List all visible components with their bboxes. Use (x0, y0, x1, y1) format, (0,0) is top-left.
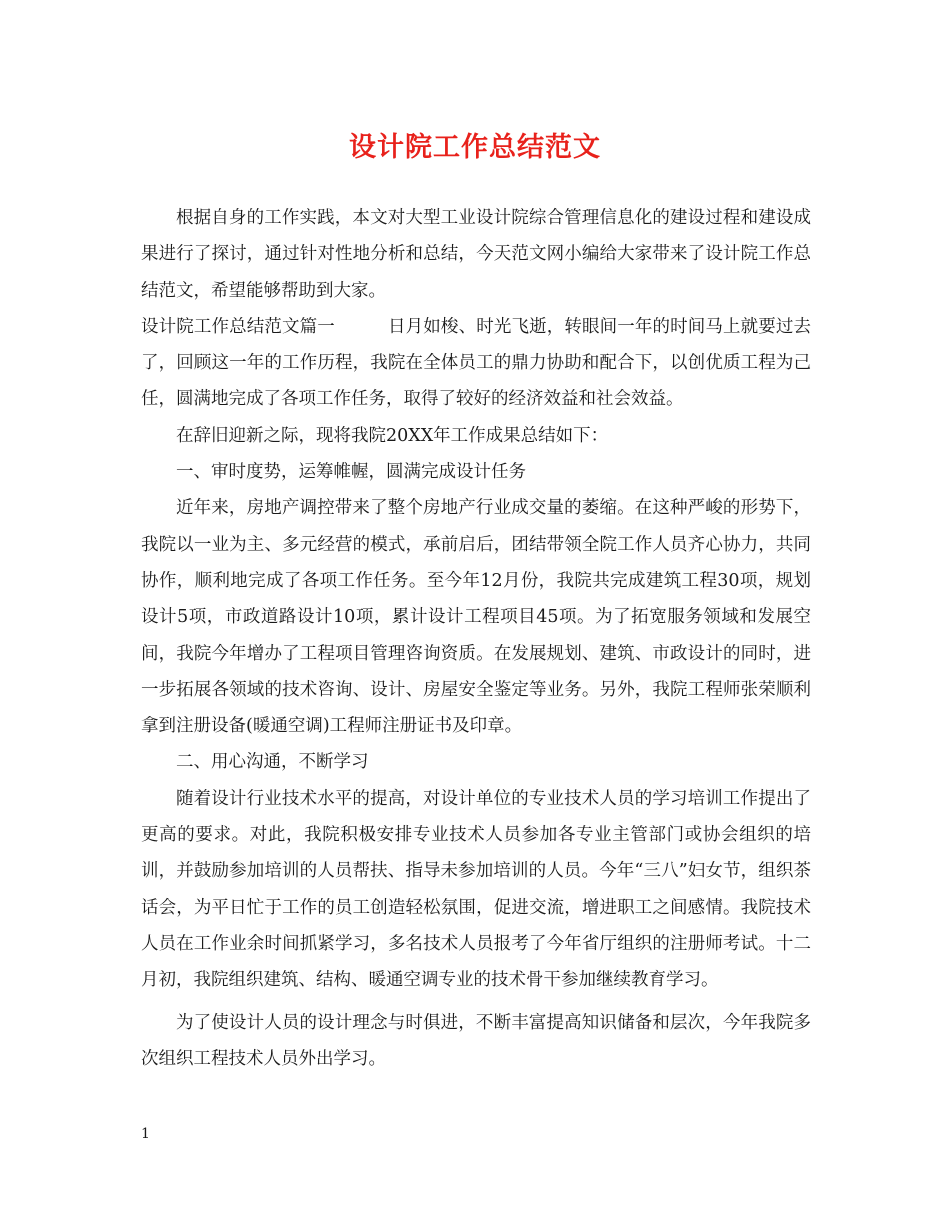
heading-two: 二、用心沟通，不断学习 (176, 752, 369, 773)
training-paragraph: 随着设计行业技术水平的提高，对设计单位的专业技术人员的学习培训工作提出了更高的要求。对此，我院积极安排专业技术人员参加各专业主管部门或协会组织的培训，并鼓励参加培训的人员帮扶、指导未参加培训的人员。今年“三八”妇女节，组织茶话会，为平日忙于工作的员工创造轻松氛围，促进交流，增进职工之间感情。我院技术人员在工作业余时间抓紧学习，多名技术人员报考了今年省厅组织的注册师考试。十二月初，我院组织建筑、结构、暖通空调专业的技术骨干参加继续教育学习。 (141, 788, 811, 991)
design-tasks-paragraph: 近年来，房地产调控带来了整个房地产行业成交量的萎缩。在这种严峻的形势下，我院以一业为主、多元经营的模式，承前启后，团结带领全院工作人员齐心协力，共同协作，顺利地完成了各项工作任务。至今年12月份，我院共完成建筑工程30项，规划设计5项，市政道路设计10项，累计设计工程项目45项。为了拓宽服务领域和发展空间，我院今年增办了工程项目管理咨询资质。在发展规划、建筑、市政设计的同时，进一步拓展各领域的技术咨询、设计、房屋安全鉴定等业务。另外，我院工程师张荣顺利拿到注册设备(暖通空调)工程师注册证书及印章。 (141, 498, 811, 737)
study-trip-paragraph: 为了使设计人员的设计理念与时俱进，不断丰富提高知识储备和层次，今年我院多次组织工程技术人员外出学习。 (141, 1012, 811, 1069)
document-body (141, 200, 811, 1077)
section-one-paragraph (141, 309, 811, 418)
article-lead-label: 设计院工作总结范文篇一 (141, 316, 335, 337)
article-lead-text: 日月如梭、时光飞逝，转眼间一年的时间马上就要过去了，回顾这一年的工作历程，我院在全体员工的鼎力协助和配合下，以创优质工程为己任，圆满地完成了各项工作任务，取得了较好的经济效益和社会效益。 (141, 316, 812, 410)
intro-paragraph: 根据自身的工作实践，本文对大型工业设计院综合管理信息化的建设过程和建设成果进行了探讨，通过针对性地分析和总结，今天范文网小编给大家带来了设计院工作总结范文，希望能够帮助到大家。 (141, 208, 811, 301)
heading-one: 一、审时度势，运筹帷幄，圆满完成设计任务 (176, 462, 526, 483)
document-title: 设计院工作总结范文 (349, 132, 601, 163)
page-number: 1 (141, 1126, 150, 1142)
summary-intro-paragraph: 在辞旧迎新之际，现将我院20XX年工作成果总结如下： (176, 425, 609, 446)
